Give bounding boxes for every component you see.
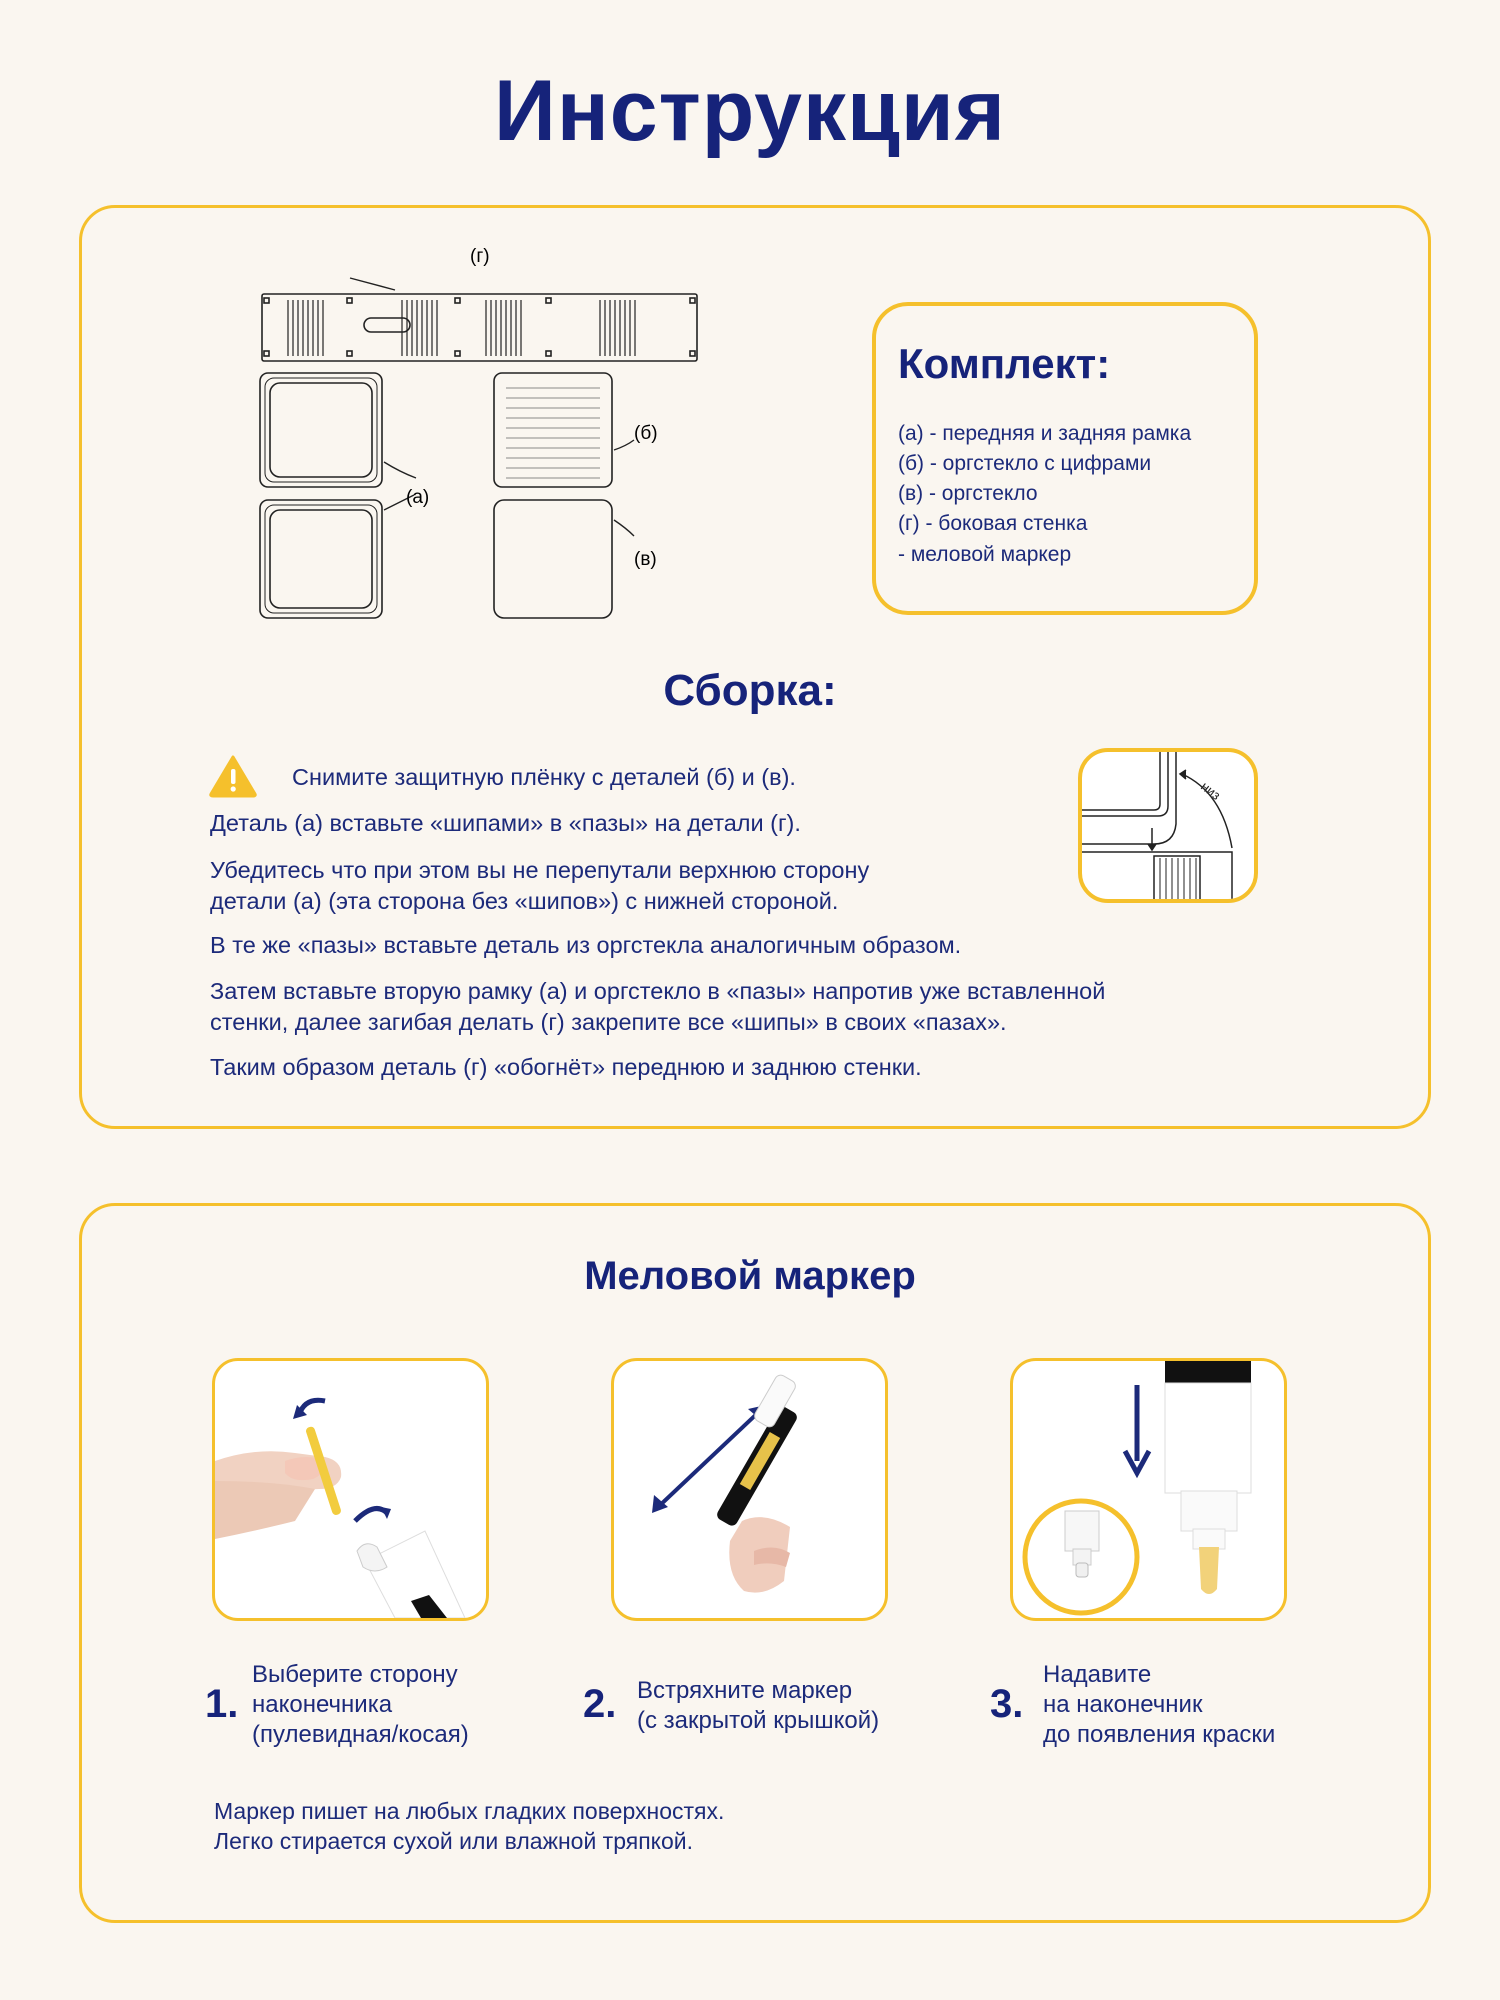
label-niz: низ bbox=[1198, 778, 1224, 803]
step2-photo bbox=[611, 1358, 888, 1621]
assembly-title: Сборка: bbox=[663, 666, 837, 715]
step3-line: Надавите bbox=[1043, 1661, 1152, 1688]
step1-text bbox=[252, 1660, 469, 1750]
step3-line: до появления краски bbox=[1043, 1721, 1276, 1748]
step1-line: Выберите сторону bbox=[252, 1661, 458, 1688]
assembly-step bbox=[210, 1052, 922, 1083]
step3-text bbox=[1043, 1660, 1275, 1750]
label-a: (а) bbox=[406, 487, 430, 508]
assembly-step bbox=[210, 976, 1105, 1038]
corner-detail-diagram bbox=[1082, 752, 1258, 903]
front-frame-part bbox=[260, 373, 382, 487]
assembly-step bbox=[210, 808, 801, 839]
step2-text bbox=[637, 1676, 879, 1736]
step2-line: (с закрытой крышкой) bbox=[637, 1707, 880, 1734]
parts-diagram bbox=[250, 240, 710, 630]
back-frame-part bbox=[260, 500, 382, 618]
page-title: Инструкция bbox=[494, 63, 1006, 159]
kit-item: (в) - оргстекло bbox=[898, 482, 1038, 505]
kit-item: (б) - оргстекло с цифрами bbox=[898, 452, 1152, 475]
step1-photo bbox=[212, 1358, 489, 1621]
kit-item: (а) - передняя и задняя рамка bbox=[898, 422, 1192, 445]
warning-icon bbox=[208, 754, 258, 798]
assembly-step-line: Таким образом деталь (г) «обогнёт» переднюю и заднюю стенки. bbox=[210, 1054, 922, 1080]
marker-note-line: Маркер пишет на любых гладких поверхностях. bbox=[214, 1798, 725, 1824]
detail-diagram-box bbox=[1078, 748, 1258, 903]
warning-text: Снимите защитную плёнку с деталей (б) и (в). bbox=[292, 764, 796, 790]
assembly-step-line: детали (а) (эта сторона без «шипов») с нижней стороной. bbox=[210, 888, 839, 914]
assembly-step-line: стенки, далее загибая делать (г) закрепите все «шипы» в своих «пазах». bbox=[210, 1009, 1007, 1035]
assembly-step bbox=[210, 855, 869, 917]
step3-number: 3. bbox=[990, 1682, 1024, 1726]
assembly-step-line: Деталь (а) вставьте «шипами» в «пазы» на детали (г). bbox=[210, 810, 801, 836]
step3-line: на наконечник bbox=[1043, 1691, 1203, 1718]
kit-item: - меловой маркер bbox=[898, 543, 1072, 566]
marker-title: Меловой маркер bbox=[584, 1254, 916, 1298]
step1-line: (пулевидная/косая) bbox=[252, 1721, 469, 1748]
step2-line: Встряхните маркер bbox=[637, 1677, 853, 1704]
assembly-step-line: Убедитесь что при этом вы не перепутали верхнюю сторону bbox=[210, 857, 870, 883]
marker-note-line: Легко стирается сухой или влажной тряпкой. bbox=[214, 1828, 694, 1854]
step1-line: наконечника bbox=[252, 1691, 393, 1718]
side-wall-part bbox=[262, 294, 697, 361]
kit-title: Комплект: bbox=[898, 340, 1111, 387]
marker-note bbox=[214, 1796, 724, 1856]
step1-number: 1. bbox=[205, 1682, 239, 1726]
numbered-acrylic-part bbox=[494, 373, 612, 487]
plain-acrylic-part bbox=[494, 500, 612, 618]
step3-photo bbox=[1010, 1358, 1287, 1621]
assembly-step-line: В те же «пазы» вставьте деталь из оргстекла аналогичным образом. bbox=[210, 932, 962, 958]
kit-item: (г) - боковая стенка bbox=[898, 512, 1088, 535]
label-v: (в) bbox=[634, 549, 657, 570]
label-g: (г) bbox=[470, 246, 490, 267]
assembly-step bbox=[210, 930, 961, 961]
step2-number: 2. bbox=[583, 1682, 617, 1726]
assembly-step-line: Затем вставьте вторую рамку (а) и оргстекло в «пазы» напротив уже вставленной bbox=[210, 978, 1106, 1004]
label-b: (б) bbox=[634, 423, 658, 444]
